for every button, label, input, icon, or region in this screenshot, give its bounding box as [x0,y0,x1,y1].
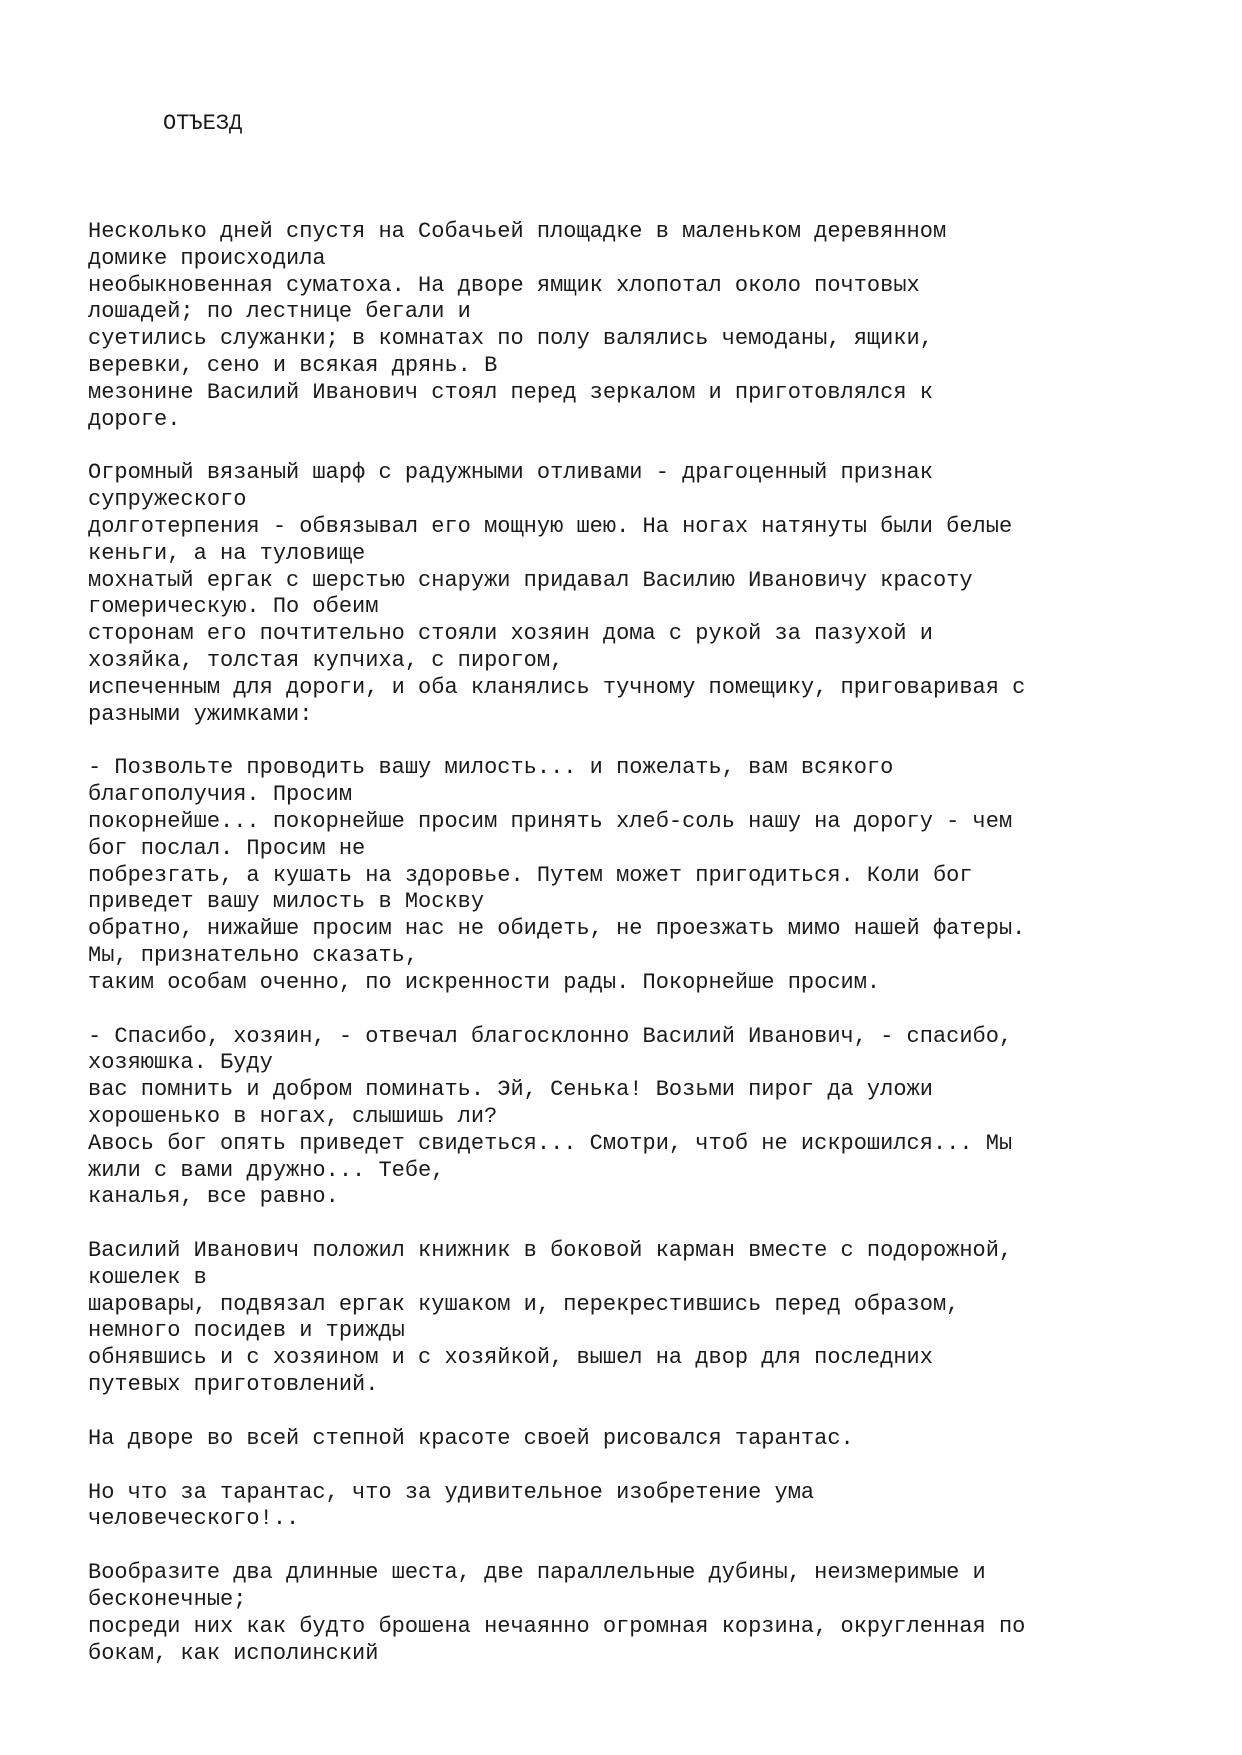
text-line: необыкновенная суматоха. На дворе ямщик хлопотал около почтовых [88,272,920,298]
paragraph [88,1024,1218,1212]
text-line: человеческого!.. [88,1506,300,1532]
text-line: кошелек в [88,1264,207,1290]
text-line: хозяйка, толстая купчиха, с пирогом, [88,647,564,673]
text-line: немного посидев и трижды [88,1318,405,1344]
body-text [88,219,1218,1694]
text-line: посреди них как будто брошена нечаянно огромная корзина, округленная по [88,1613,1026,1639]
paragraph [88,1560,1218,1667]
text-line: бокам, как исполинский [88,1640,379,1666]
text-line: мохнатый ергак с шерстью снаружи придавал Василию Ивановичу красоту [88,567,973,593]
text-line: бесконечные; [88,1587,247,1613]
text-line: побрезгать, а кушать на здоровье. Путем может пригодиться. Коли бог [88,862,973,888]
paragraph [88,755,1218,996]
text-line: мезонине Василий Иванович стоял перед зеркалом и приготовлялся к [88,379,933,405]
chapter-title: ОТЪЕЗД [163,111,243,136]
text-line: хорошенько в ногах, слышишь ли? [88,1103,498,1129]
text-line: приведет вашу милость в Москву [88,889,485,915]
text-line: Огромный вязаный шарф с радужными отливами - драгоценный признак [88,460,933,486]
text-line: покорнейше... покорнейше просим принять хлеб-соль нашу на дорогу - чем [88,808,1013,834]
paragraph [88,219,1218,433]
text-line: обратно, нижайше просим нас не обидеть, не проезжать мимо нашей фатеры. [88,916,1026,942]
paragraph [88,1238,1218,1399]
paragraph [88,1480,1218,1534]
text-line: Авось бог опять приведет свидеться... Смотри, чтоб не искрошился... Мы [88,1130,1013,1156]
text-line: шаровары, подвязал ергак кушаком и, перекрестившись перед образом, [88,1291,960,1317]
text-line: Мы, признательно сказать, [88,942,419,968]
text-line: вас помнить и добром поминать. Эй, Сенька! Возьми пирог да уложи [88,1077,933,1103]
text-line: лошадей; по лестнице бегали и [88,299,471,325]
text-line: Но что за тарантас, что за удивительное изобретение ума [88,1479,815,1505]
text-line: супружеского [88,487,247,513]
text-line: благополучия. Просим [88,782,353,808]
text-line: таким особам оченно, по искренности рады. Покорнейше просим. [88,969,881,995]
text-line: - Позвольте проводить вашу милость... и пожелать, вам всякого [88,755,894,781]
text-line: гомерическую. По обеим [88,594,379,620]
paragraph [88,1426,1218,1453]
text-line: испеченным для дороги, и оба кланялись тучному помещику, приговаривая с [88,674,1026,700]
text-line: жили с вами дружно... Тебе, [88,1157,445,1183]
text-line: бог послал. Просим не [88,835,366,861]
text-line: долготерпения - обвязывал его мощную шею. На ногах натянуты были белые [88,513,1013,539]
text-line: сторонам его почтительно стояли хозяин дома с рукой за пазухой и [88,621,933,647]
text-line: обнявшись и с хозяином и с хозяйкой, вышел на двор для последних [88,1345,933,1371]
text-line: путевых приготовлений. [88,1372,379,1398]
text-line: домике происходила [88,245,326,271]
paragraph [88,460,1218,728]
text-line: дороге. [88,406,181,432]
text-line: суетились служанки; в комнатах по полу валялись чемоданы, ящики, [88,326,933,352]
text-line: Василий Иванович положил книжник в боковой карман вместе с подорожной, [88,1238,1013,1264]
text-line: веревки, сено и всякая дрянь. В [88,352,498,378]
text-line: Вообразите два длинные шеста, две параллельные дубины, неизмеримые и [88,1560,986,1586]
text-line: На дворе во всей степной красоте своей рисовался тарантас. [88,1425,854,1451]
text-line: хозяюшка. Буду [88,1050,273,1076]
text-line: каналья, все равно. [88,1184,339,1210]
text-line: разными ужимками: [88,701,313,727]
text-line: - Спасибо, хозяин, - отвечал благосклонно Василий Иванович, - спасибо, [88,1023,1013,1049]
text-line: кеньги, а на туловище [88,540,366,566]
text-line: Несколько дней спустя на Собачьей площадке в маленьком деревянном [88,219,947,244]
